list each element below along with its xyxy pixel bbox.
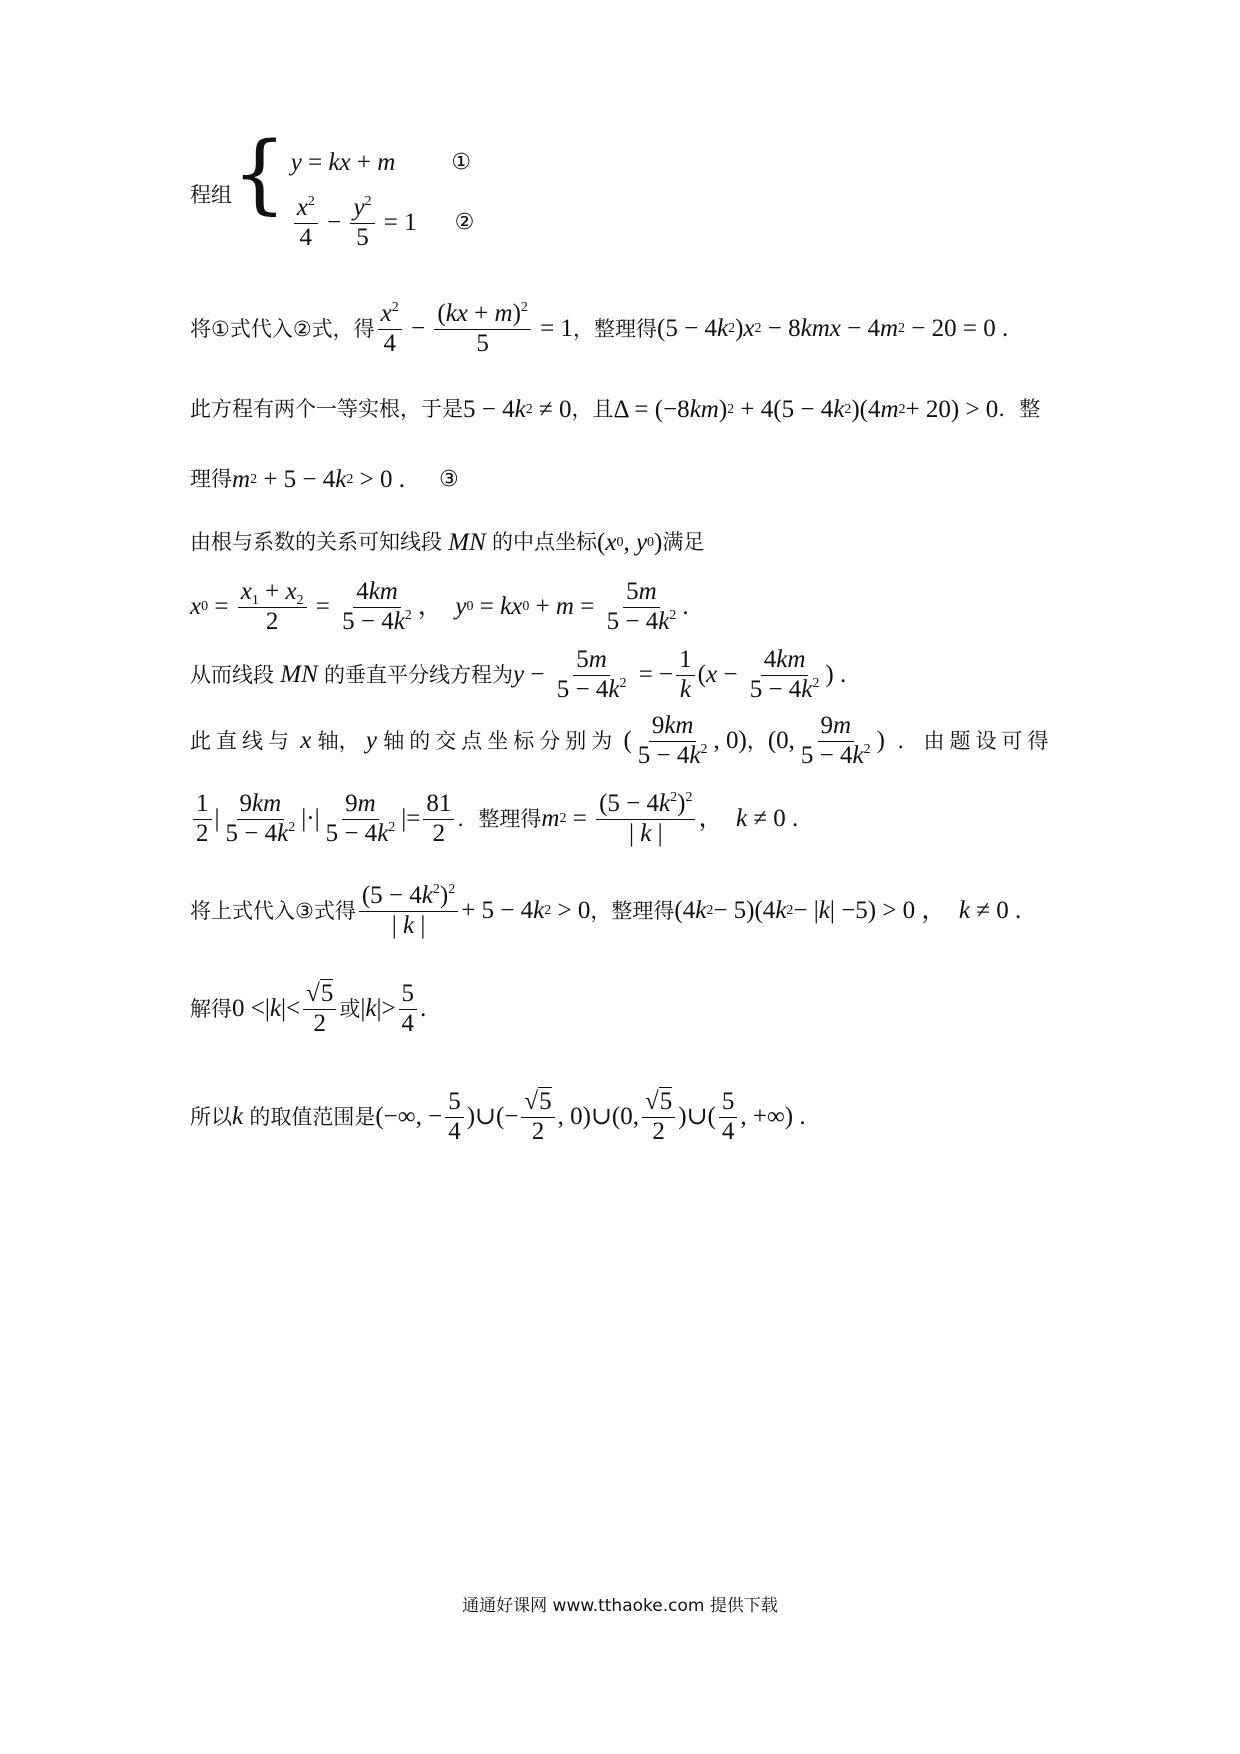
midpoint-formula-line: x 0 = $\frac{x_1 + x_2}{2}$ = $\frac{4km}{5 - 4k^2}$ ， y 0 = kx 0 + m = $\frac{5m}{5 - 4k^2}$ . xyxy=(190,578,689,635)
discriminant-line: 此方程有两个一等实根，于是 5 − 4 k 2 ≠ 0 ，且 Δ = (−8 km ) 2 + 4(5 − 4 k 2 )(4 m 2 + 20) > 0 ．整 xyxy=(190,396,1041,423)
page-footer: 通通好课网 www.tthaoke.com 提供下载 xyxy=(462,1596,778,1616)
bisector-line: 从而线段 MN 的垂直平分线方程为 y − $\frac{5m}{5 - 4k^2}$ = − $\frac{1}{k}$ ( x − $\frac{4km}{5 - 4k^2}$ ) . xyxy=(190,646,847,703)
range-line: 所以 k 的取值范围是 (−∞, − $\frac{5}{4}$ )∪(− $\frac{√5}{2}$ , 0)∪(0, $\frac{√5}{2}$ )∪( $\frac{5}{4}$ , +∞) . xyxy=(190,1088,806,1145)
substitution-line: 将①式代入②式，得 $\frac{x^2}{4}$ − $\frac{(kx + m)^2}{5}$ = 1 ，整理得 (5 − 4 k 2 ) x 2 − 8 kmx − 4 m 2 − 20 = 0 . xyxy=(190,300,1009,357)
area-equation-line: $\frac{1}{2}$ | $\frac{9km}{5 - 4k^2}$ |·| $\frac{9m}{5 - 4k^2}$ |= $\frac{81}{2}$ ．整理得 m 2 = $\frac{(5 - 4k^2)^2}{| k |}$ ， k ≠ 0 . xyxy=(190,790,798,849)
intercepts-line: 此直线与 x 轴， y 轴的交点坐标分别为 ( $\frac{9km}{5 - 4k^2}$ , 0) ， (0, $\frac{9m}{5 - 4k^2}$ ) ．由题设可得 xyxy=(190,712,1054,769)
equation-system xyxy=(190,124,475,256)
equation-2: $\frac{x^2}{4}$ − $\frac{y^2}{5}$ = 1 ② xyxy=(291,190,475,256)
substitute-back-line: 将上式代入③式得 $\frac{(5 - 4k^2)^2}{| k |}$ + 5 − 4 k 2 > 0 ，整理得 (4 k 2 − 5)(4 k 2 − | k | −5) > 0 ， k ≠ 0 . xyxy=(190,882,1022,939)
equation-1: y = kx + m ① xyxy=(290,149,472,176)
condition-3-line: 理得 m 2 + 5 − 4 k 2 > 0 . ③ xyxy=(190,466,459,493)
left-brace: { xyxy=(232,124,287,224)
midpoint-intro-line: 由根与系数的关系可知线段 MN 的中点坐标 ( x 0 , y 0 ) 满足 xyxy=(190,529,705,556)
system-brace-block xyxy=(232,124,475,256)
solution-line: 解得 0 <| k |< $\frac{√5}{2}$ 或 | k |> $\frac{5}{4}$ . xyxy=(190,980,427,1037)
system-prefix: 程组 xyxy=(190,183,232,208)
